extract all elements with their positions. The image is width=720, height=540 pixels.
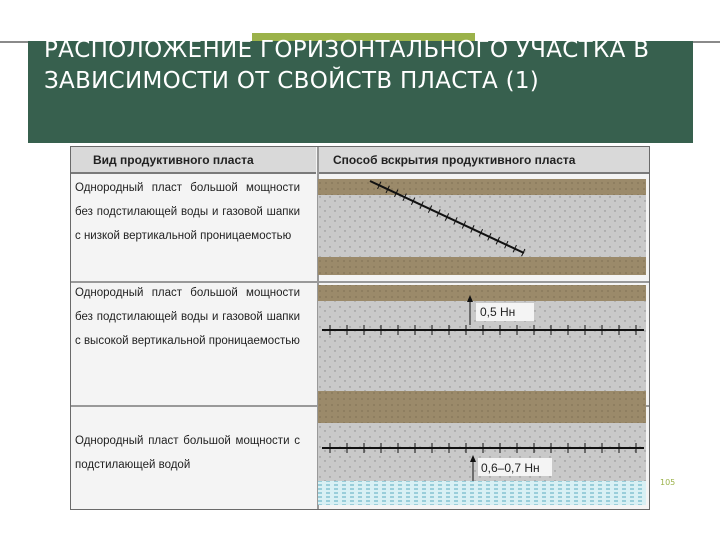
slide-title: РАСПОЛОЖЕНИЕ ГОРИЗОНТАЛЬНОГО УЧАСТКА В ЗАВИСИМОСТИ ОТ СВОЙСТВ ПЛАСТА (1) (44, 37, 650, 94)
cap-rock-1 (318, 179, 646, 195)
well-diagrams (318, 175, 646, 505)
cap-rock-2 (318, 285, 646, 301)
height-label-3: 0,6–0,7 Нн (481, 461, 540, 475)
title-rule-left (0, 41, 28, 43)
header-opening-method: Способ вскрытия продуктивного пласта (318, 147, 649, 174)
height-label-2: 0,5 Нн (480, 305, 516, 319)
reservoir-layer-1 (318, 195, 646, 257)
base-rock-1 (318, 257, 646, 275)
page-number: 105 (660, 478, 676, 487)
row-2-description: Однородный пласт большой мощности без подстилающей воды и газовой шапки с высокой вертикальной проницаемостью (75, 287, 300, 347)
base-rock-2 (318, 391, 646, 407)
cap-rock-3 (318, 407, 646, 423)
row-1-description: Однородный пласт большой мощности без подстилающей воды и газовой шапки с низкой вертикальной проницаемостью (75, 182, 300, 242)
bottom-water (318, 481, 646, 505)
title-rule-right (693, 41, 720, 43)
row-3-description: Однородный пласт большой мощности с подстилающей водой (75, 435, 300, 471)
header-reservoir-type: Вид продуктивного пласта (71, 147, 316, 174)
